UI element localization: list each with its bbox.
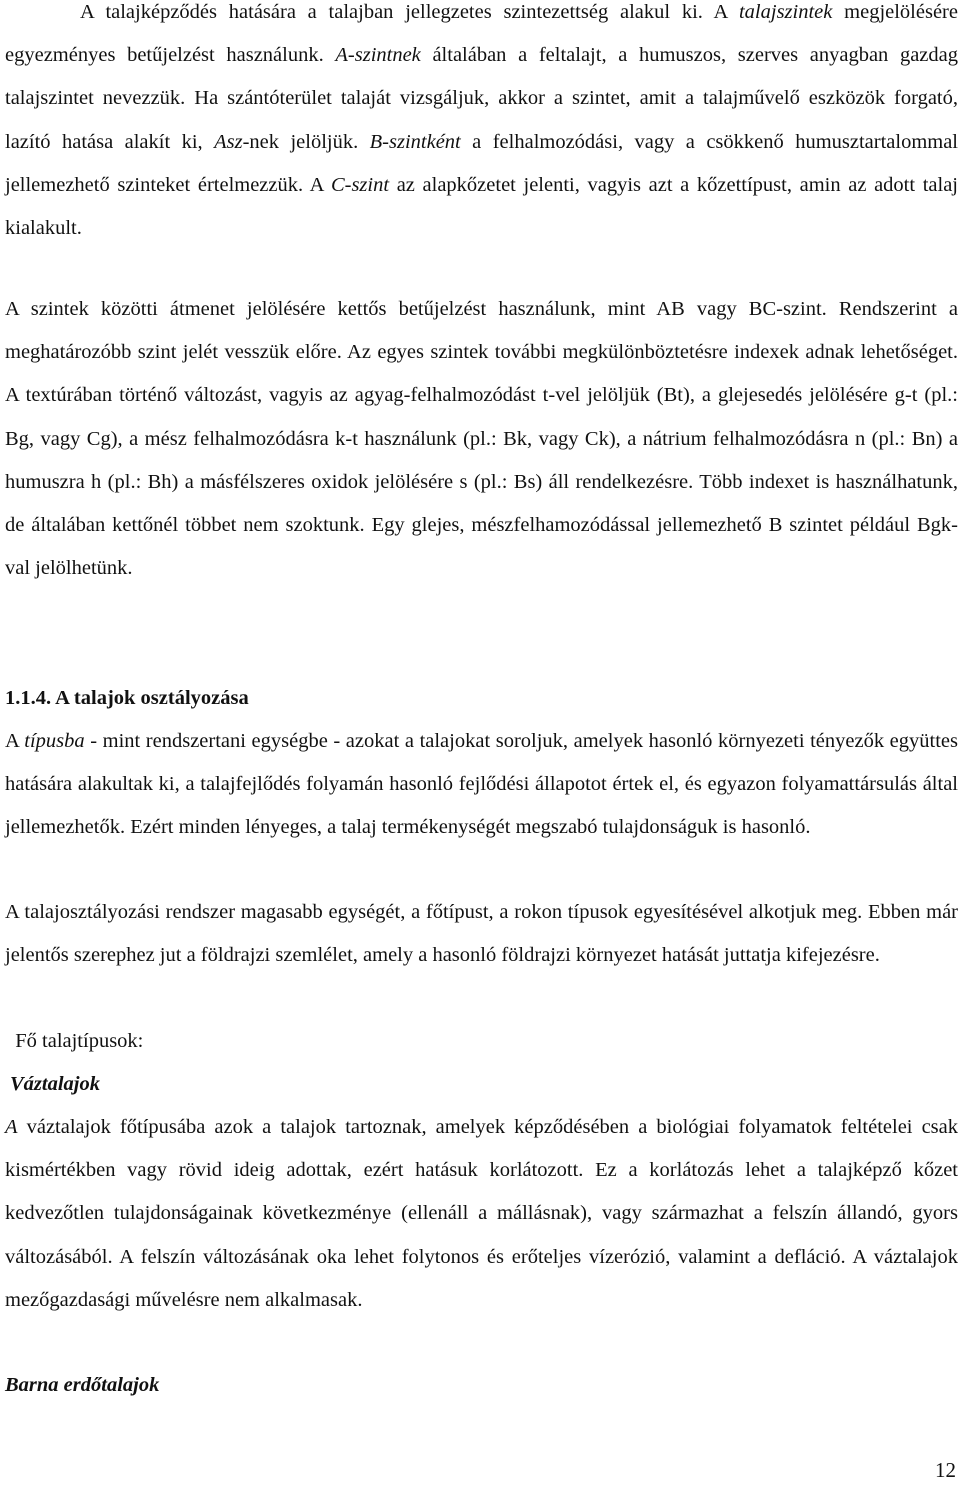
subheading-vaztalajok: Váztalajok	[10, 1073, 100, 1095]
text-run: -nek jelöljük.	[242, 130, 370, 153]
emphasis-a-szint: A-szintnek	[335, 44, 421, 67]
page-number: 12	[935, 1458, 956, 1482]
paragraph-soil-horizons	[5, 0, 958, 250]
emphasis-b-szint: B-szintként	[369, 130, 461, 153]
paragraph-vaztalajok	[5, 1106, 958, 1322]
emphasis-a: A	[5, 1116, 18, 1138]
emphasis-talajszintek: talajszintek	[738, 1, 833, 23]
text-run: megjelölésére egyezményes betűjelzést használunk.	[5, 1, 958, 67]
text-run: váztalajok főtípusába azok a talajok tartoznak, amelyek képződésében a biológiai folyamatok feltételei csak kismértékben vagy rövid ideig adottak, ezért hatásuk korlátozott. Ez a korlátozás lehet a talajképző kőzet kedvezőtlen tulajdonságainak következménye (ellenáll a mállásnak), vagy származhat a felszín állandó, gyors változásából. A felszín változásának oka lehet folytonos és erőteljes vízerózió, valamint a defláció. A váztalajok mezőgazdasági művelésre nem alkalmasak.	[5, 1116, 958, 1311]
text-run: A talajképződés hatására a talajban jellegzetes szintezettség alakul ki. A	[80, 1, 739, 23]
paragraph-soil-type	[5, 720, 958, 850]
emphasis-tipusba: típusba	[24, 730, 85, 752]
text-run: - mint rendszertani egységbe - azokat a talajokat soroljuk, amelyek hasonló környezeti tényezők együttes hatására alakultak ki, a talajfejlődés folyamán hasonló fejlődési állapotot értek el, és egyazon folyamattársulás által jellemezhetők. Ezért minden lényeges, a talaj termékenységét megszabó tulajdonságuk is hasonló.	[5, 730, 958, 839]
text-run: A	[5, 730, 25, 752]
subheading-barna-erdotalajok: Barna erdőtalajok	[5, 1374, 160, 1396]
emphasis-asz: Asz	[214, 130, 243, 153]
main-soil-types-label: Fő talajtípusok:	[5, 1030, 144, 1052]
text-run: általában a feltalajt, a humuszos, szerves anyagban gazdag talajszintet nevezzük. Ha szántóterület talaját vizsgáljuk, akkor a szintet, amit a talajművelő eszközök forgató, lazító hatása alakít ki,	[5, 44, 958, 153]
text-run: az alapkőzetet jelenti, vagyis azt a kőzettípust, amin az adott talaj kialakult.	[5, 173, 958, 240]
text-run: a felhalmozódási, vagy a csökkenő humusztartalommal jellemezhető szinteket értelmezzük. A	[5, 130, 959, 196]
paragraph-horizon-notation: A szintek közötti átmenet jelölésére kettős betűjelzést használunk, mint AB vagy BC-szint. Rendszerint a meghatározóbb szint jelét vesszük előre. Az egyes szintek további megkülönböztetésre indexek adnak lehetőséget. A textúrában történő változást, vagyis az agyag-felhalmozódást t-vel jelöljük (Bt), a glejesedés jelölésére g-t (pl.: Bg, vagy Cg), a mész felhalmozódásra k-t használunk (pl.: Bk, vagy Ck), a nátrium felhalmozódásra n (pl.: Bn) a humuszra h (pl.: Bh) a másfélszeres oxidok jelölésére s (pl.: Bs) áll rendelkezésre. Több indexet is használhatunk, de általában kettőnél többet nem szoktunk. Egy glejes, mészfelhamozódással jellemezhető B szintet például Bgk-val jelölhetünk.	[5, 298, 958, 580]
emphasis-c-szint: C-szint	[330, 173, 390, 196]
paragraph-classification-system: A talajosztályozási rendszer magasabb egységét, a főtípust, a rokon típusok egyesítésével alkotjuk meg. Ebben már jelentős szerephez jut a földrajzi szemlélet, amely a hasonló földrajzi környezet hatását juttatja kifejezésre.	[5, 901, 958, 967]
section-heading: 1.1.4. A talajok osztályozása	[5, 687, 249, 709]
